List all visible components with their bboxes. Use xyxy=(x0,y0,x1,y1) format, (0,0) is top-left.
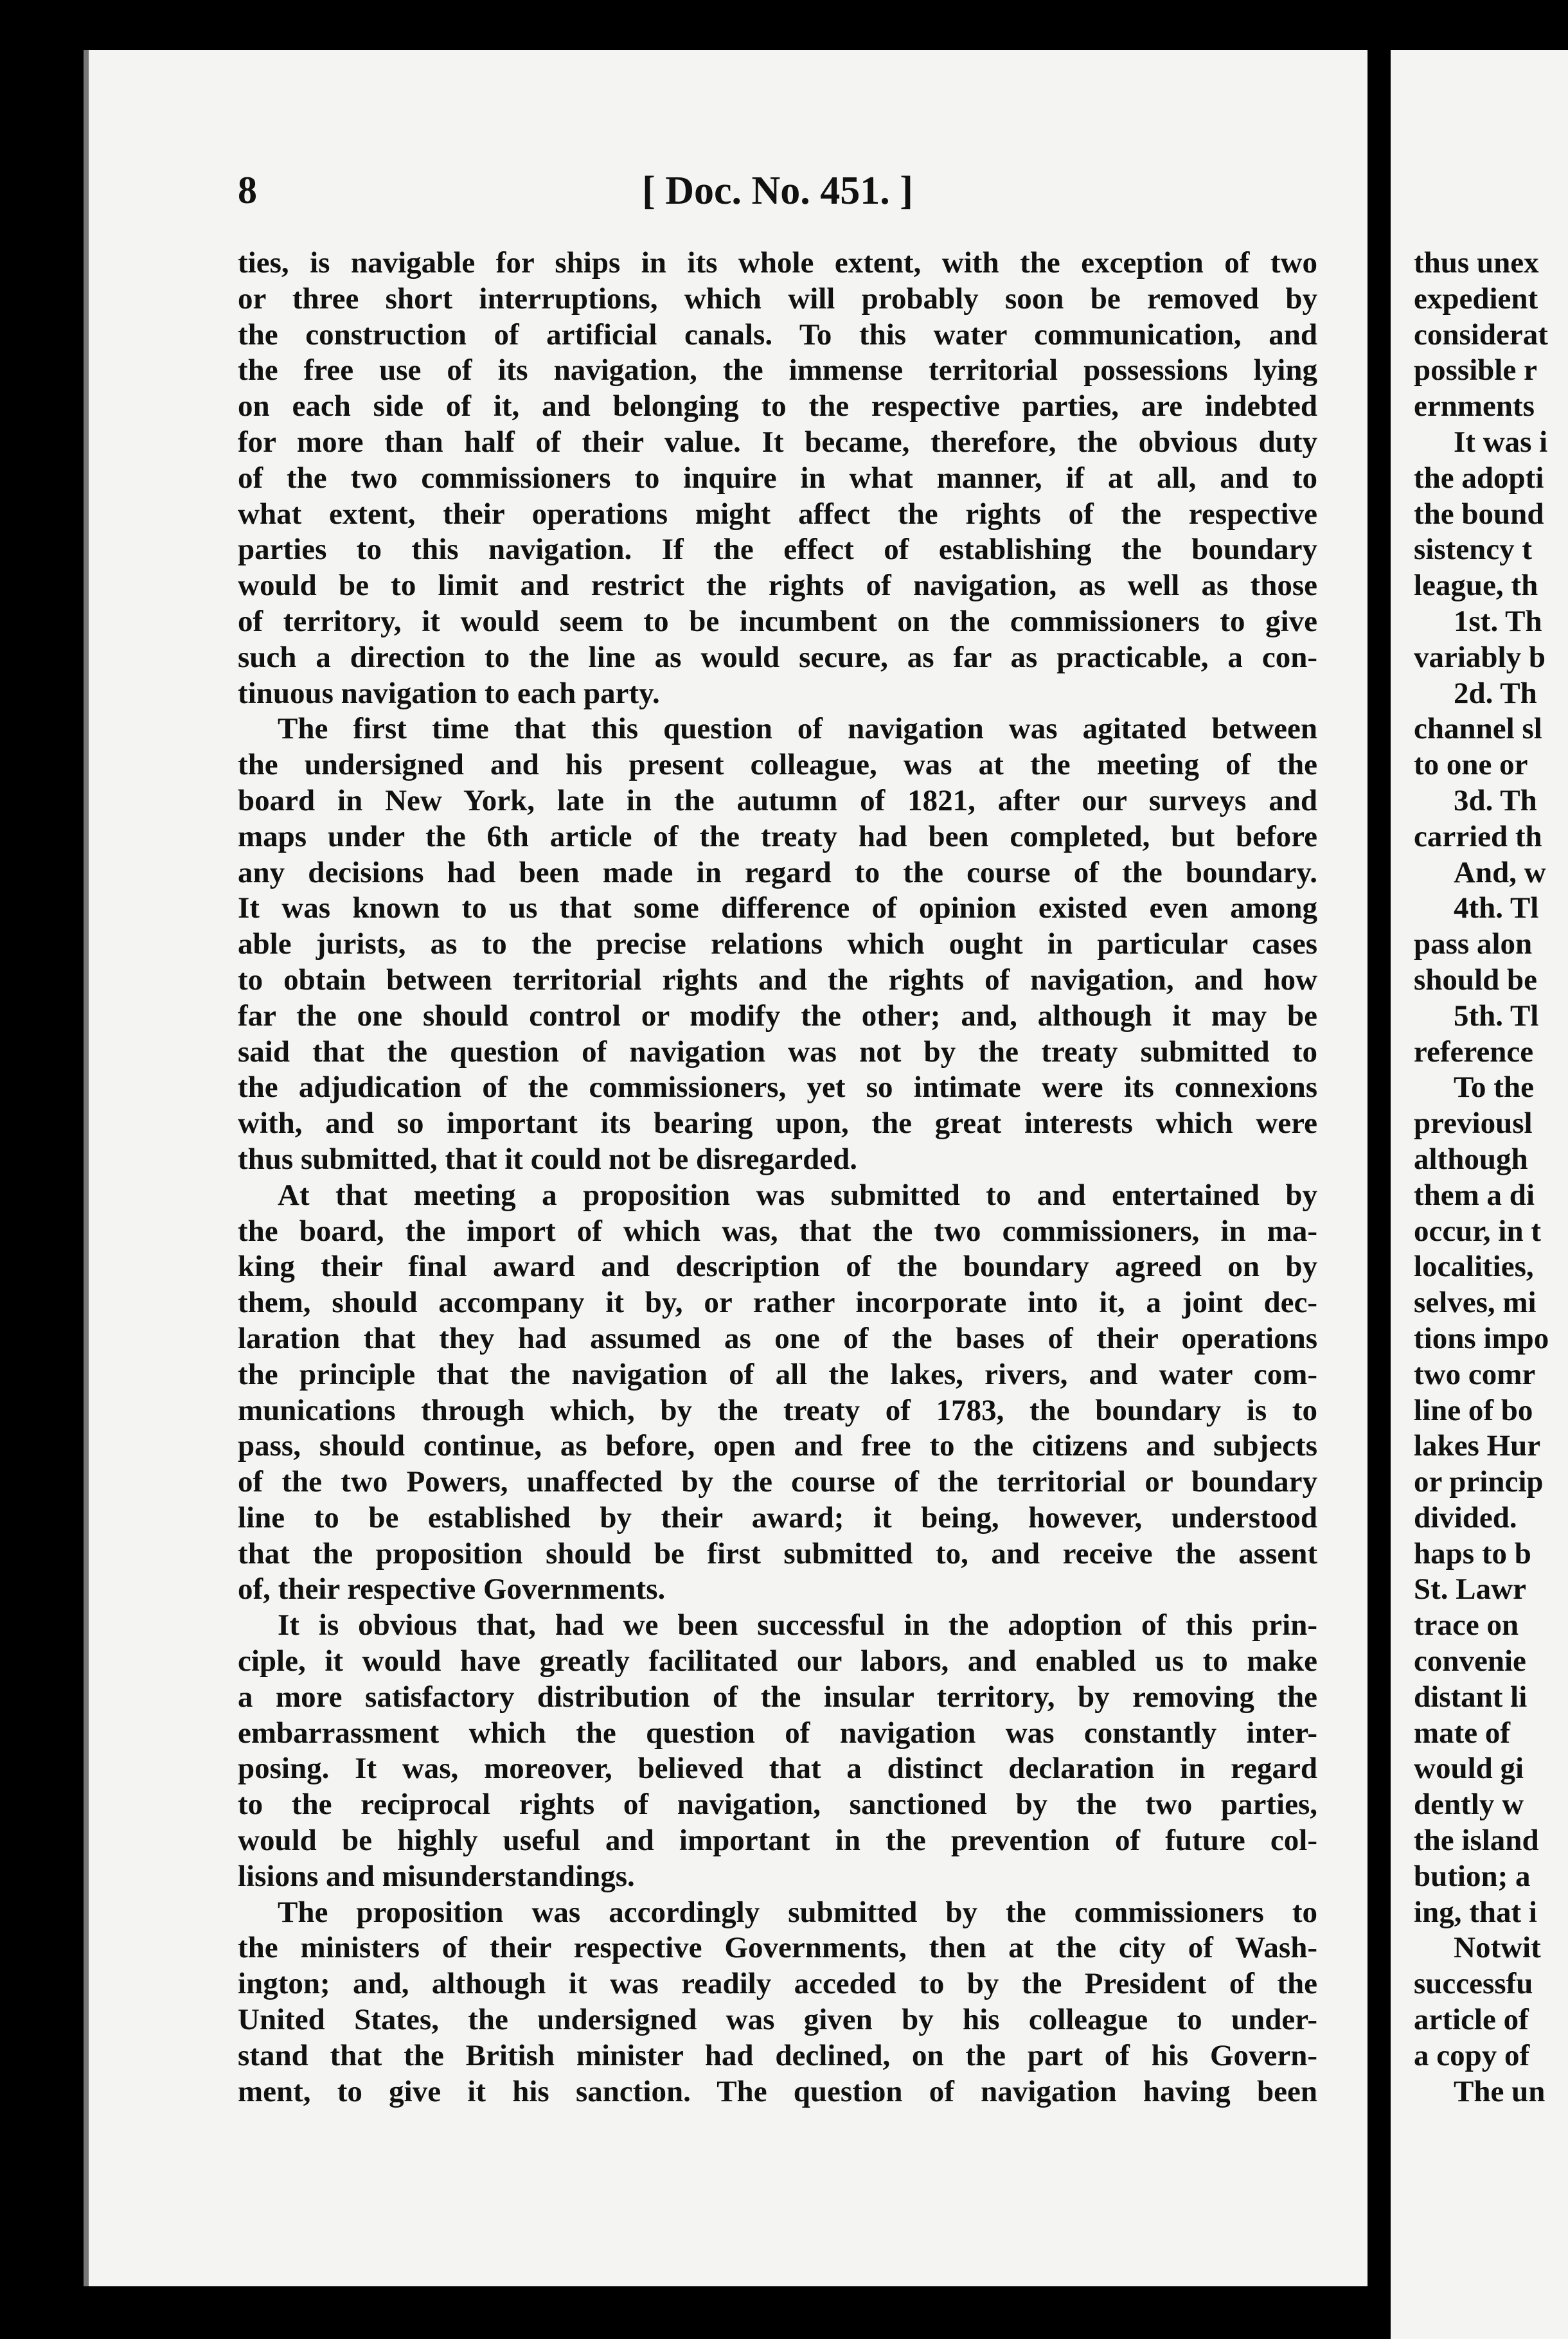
text-line: the construction of artificial canals. To this water communication, and xyxy=(238,317,1317,351)
text-line: lisions and misunderstandings. xyxy=(238,1859,635,1893)
right-text-fragment: ing, that i xyxy=(1414,1895,1537,1929)
right-text-fragment: dently w xyxy=(1414,1788,1524,1822)
text-line: ment, to give it his sanction. The question of navigation having been xyxy=(238,2074,1317,2108)
text-line: the principle that the navigation of all the lakes, rivers, and water com- xyxy=(238,1357,1317,1391)
text-line: of the two Powers, unaffected by the course of the territorial or boundary xyxy=(238,1465,1317,1499)
text-line: that the proposition should be first submitted to, and receive the assent xyxy=(238,1536,1317,1570)
right-text-fragment: occur, in t xyxy=(1414,1214,1542,1248)
text-line: or three short interruptions, which will probably soon be removed by xyxy=(238,281,1317,316)
text-line: line to be established by their award; it being, however, understood xyxy=(238,1500,1317,1534)
text-line: maps under the 6th article of the treaty had been completed, but before xyxy=(238,819,1317,853)
text-line: ties, is navigable for ships in its whole extent, with the exception of two xyxy=(238,246,1317,280)
right-text-fragment: thus unex xyxy=(1414,246,1539,280)
right-text-fragment: lakes Hur xyxy=(1414,1429,1541,1463)
right-page-fragments xyxy=(1414,245,1568,2110)
text-line: board in New York, late in the autumn of 1821, after our surveys and xyxy=(238,783,1317,817)
text-line: the ministers of their respective Governments, then at the city of Wash- xyxy=(238,1931,1317,1965)
right-text-fragment: mate of xyxy=(1414,1716,1511,1750)
right-text-fragment: 5th. Tl xyxy=(1454,999,1539,1033)
text-line: a more satisfactory distribution of the insular territory, by removing the xyxy=(238,1680,1317,1714)
right-text-fragment: the island xyxy=(1414,1824,1539,1858)
text-line: The first time that this question of navigation was agitated between xyxy=(278,712,1317,746)
book-spine xyxy=(1368,26,1391,2339)
right-text-fragment: line of bo xyxy=(1414,1393,1533,1427)
right-text-fragment: although xyxy=(1414,1142,1528,1176)
text-line: of, their respective Governments. xyxy=(238,1572,666,1606)
right-text-fragment: The un xyxy=(1454,2074,1546,2108)
document-title: [ Doc. No. 451. ] xyxy=(642,169,913,213)
text-line: ciple, it would have greatly facilitated our labors, and enabled us to make xyxy=(238,1644,1317,1678)
left-page-text xyxy=(238,245,1317,2110)
right-text-fragment: considerat xyxy=(1414,317,1548,351)
right-text-fragment: successfu xyxy=(1414,1967,1533,2001)
right-text-fragment: Notwit xyxy=(1454,1931,1541,1965)
text-line: of the two commissioners to inquire in what manner, if at all, and to xyxy=(238,461,1317,495)
right-text-fragment: distant li xyxy=(1414,1680,1528,1714)
text-line: tinuous navigation to each party. xyxy=(238,676,660,710)
right-text-fragment: pass alon xyxy=(1414,927,1533,961)
text-line: The proposition was accordingly submitted by the commissioners to xyxy=(278,1895,1317,1929)
page-number: 8 xyxy=(238,169,257,211)
text-line: thus submitted, that it could not be disregarded. xyxy=(238,1142,858,1176)
right-text-fragment: haps to b xyxy=(1414,1536,1531,1570)
text-line: would be to limit and restrict the rights of navigation, as well as those xyxy=(238,569,1317,603)
right-text-fragment: channel sl xyxy=(1414,712,1542,746)
text-line: on each side of it, and belonging to the respective parties, are indebted xyxy=(238,389,1317,423)
right-text-fragment: tions impo xyxy=(1414,1321,1549,1355)
text-line: the board, the import of which was, that the two commissioners, in ma- xyxy=(238,1214,1317,1248)
right-text-fragment: previousl xyxy=(1414,1107,1533,1141)
text-line: king their final award and description of the boundary agreed on by xyxy=(238,1250,1317,1284)
text-line: parties to this navigation. If the effect of establishing the boundary xyxy=(238,533,1317,567)
text-line: for more than half of their value. It became, therefore, the obvious duty xyxy=(238,425,1317,459)
right-text-fragment: them a di xyxy=(1414,1178,1535,1212)
text-line: pass, should continue, as before, open and free to the citizens and subjects xyxy=(238,1429,1317,1463)
right-text-fragment: league, th xyxy=(1414,569,1538,603)
text-line: munications through which, by the treaty of 1783, the boundary is to xyxy=(238,1393,1317,1427)
right-text-fragment: variably b xyxy=(1414,640,1546,674)
text-line: ington; and, although it was readily acceded to by the President of the xyxy=(238,1967,1317,2001)
text-line: the adjudication of the commissioners, yet so intimate were its connexions xyxy=(238,1071,1317,1105)
text-line: of territory, it would seem to be incumbent on the commissioners to give xyxy=(238,604,1317,638)
text-line: to obtain between territorial rights and the rights of navigation, and how xyxy=(238,963,1317,997)
text-line: At that meeting a proposition was submitted to and entertained by xyxy=(278,1178,1317,1212)
right-text-fragment: article of xyxy=(1414,2003,1529,2037)
right-text-fragment: to one or xyxy=(1414,748,1528,782)
right-text-fragment: expedient xyxy=(1414,281,1538,316)
text-line: them, should accompany it by, or rather incorporate into it, a joint dec- xyxy=(238,1286,1317,1320)
text-line: United States, the undersigned was given by his colleague to under- xyxy=(238,2003,1317,2037)
text-line: stand that the British minister had declined, on the part of his Govern- xyxy=(238,2038,1317,2072)
right-text-fragment: It was i xyxy=(1454,425,1548,459)
text-line: any decisions had been made in regard to the course of the boundary. xyxy=(238,855,1317,889)
text-line: such a direction to the line as would secure, as far as practicable, a con- xyxy=(238,640,1317,674)
text-line: embarrassment which the question of navigation was constantly inter- xyxy=(238,1716,1317,1750)
right-text-fragment: And, w xyxy=(1454,855,1546,889)
page-header xyxy=(238,168,1317,220)
right-text-fragment: To the xyxy=(1454,1071,1534,1105)
right-text-fragment: localities, xyxy=(1414,1250,1534,1284)
right-text-fragment: selves, mi xyxy=(1414,1286,1537,1320)
text-line: far the one should control or modify the other; and, although it may be xyxy=(238,999,1317,1033)
right-text-fragment: bution; a xyxy=(1414,1859,1531,1893)
right-text-fragment: would gi xyxy=(1414,1752,1524,1786)
text-line: would be highly useful and important in the prevention of future col- xyxy=(238,1824,1317,1858)
text-line: It is obvious that, had we been successful in the adoption of this prin- xyxy=(278,1608,1317,1642)
right-text-fragment: ernments xyxy=(1414,389,1535,423)
right-text-fragment: convenie xyxy=(1414,1644,1526,1678)
right-text-fragment: the adopti xyxy=(1414,461,1544,495)
right-text-fragment: divided. xyxy=(1414,1500,1517,1534)
right-text-fragment: sistency t xyxy=(1414,533,1533,567)
right-text-fragment: the bound xyxy=(1414,497,1544,531)
text-line: with, and so important its bearing upon, the great interests which were xyxy=(238,1107,1317,1141)
right-text-fragment: St. Lawr xyxy=(1414,1572,1526,1606)
text-line: It was known to us that some difference of opinion existed even among xyxy=(238,891,1317,925)
right-text-fragment: carried th xyxy=(1414,819,1542,853)
text-line: what extent, their operations might affect the rights of the respective xyxy=(238,497,1317,531)
right-text-fragment: a copy of xyxy=(1414,2038,1530,2072)
right-text-fragment: 1st. Th xyxy=(1454,604,1542,638)
right-text-fragment: reference xyxy=(1414,1035,1534,1069)
right-text-fragment: 3d. Th xyxy=(1454,783,1537,817)
text-line: posing. It was, moreover, believed that a distinct declaration in regard xyxy=(238,1752,1317,1786)
right-text-fragment: or princip xyxy=(1414,1465,1544,1499)
text-line: to the reciprocal rights of navigation, sanctioned by the two parties, xyxy=(238,1788,1317,1822)
right-text-fragment: possible r xyxy=(1414,353,1537,387)
text-line: said that the question of navigation was not by the treaty submitted to xyxy=(238,1035,1317,1069)
text-line: the undersigned and his present colleague, was at the meeting of the xyxy=(238,748,1317,782)
right-text-fragment: trace on xyxy=(1414,1608,1519,1642)
right-text-fragment: 2d. Th xyxy=(1454,676,1537,710)
right-text-fragment: should be xyxy=(1414,963,1538,997)
text-line: able jurists, as to the precise relations which ought in particular cases xyxy=(238,927,1317,961)
text-line: laration that they had assumed as one of the bases of their operations xyxy=(238,1321,1317,1355)
text-line: the free use of its navigation, the immense territorial possessions lying xyxy=(238,353,1317,387)
right-text-fragment: 4th. Tl xyxy=(1454,891,1539,925)
right-text-fragment: two comr xyxy=(1414,1357,1536,1391)
